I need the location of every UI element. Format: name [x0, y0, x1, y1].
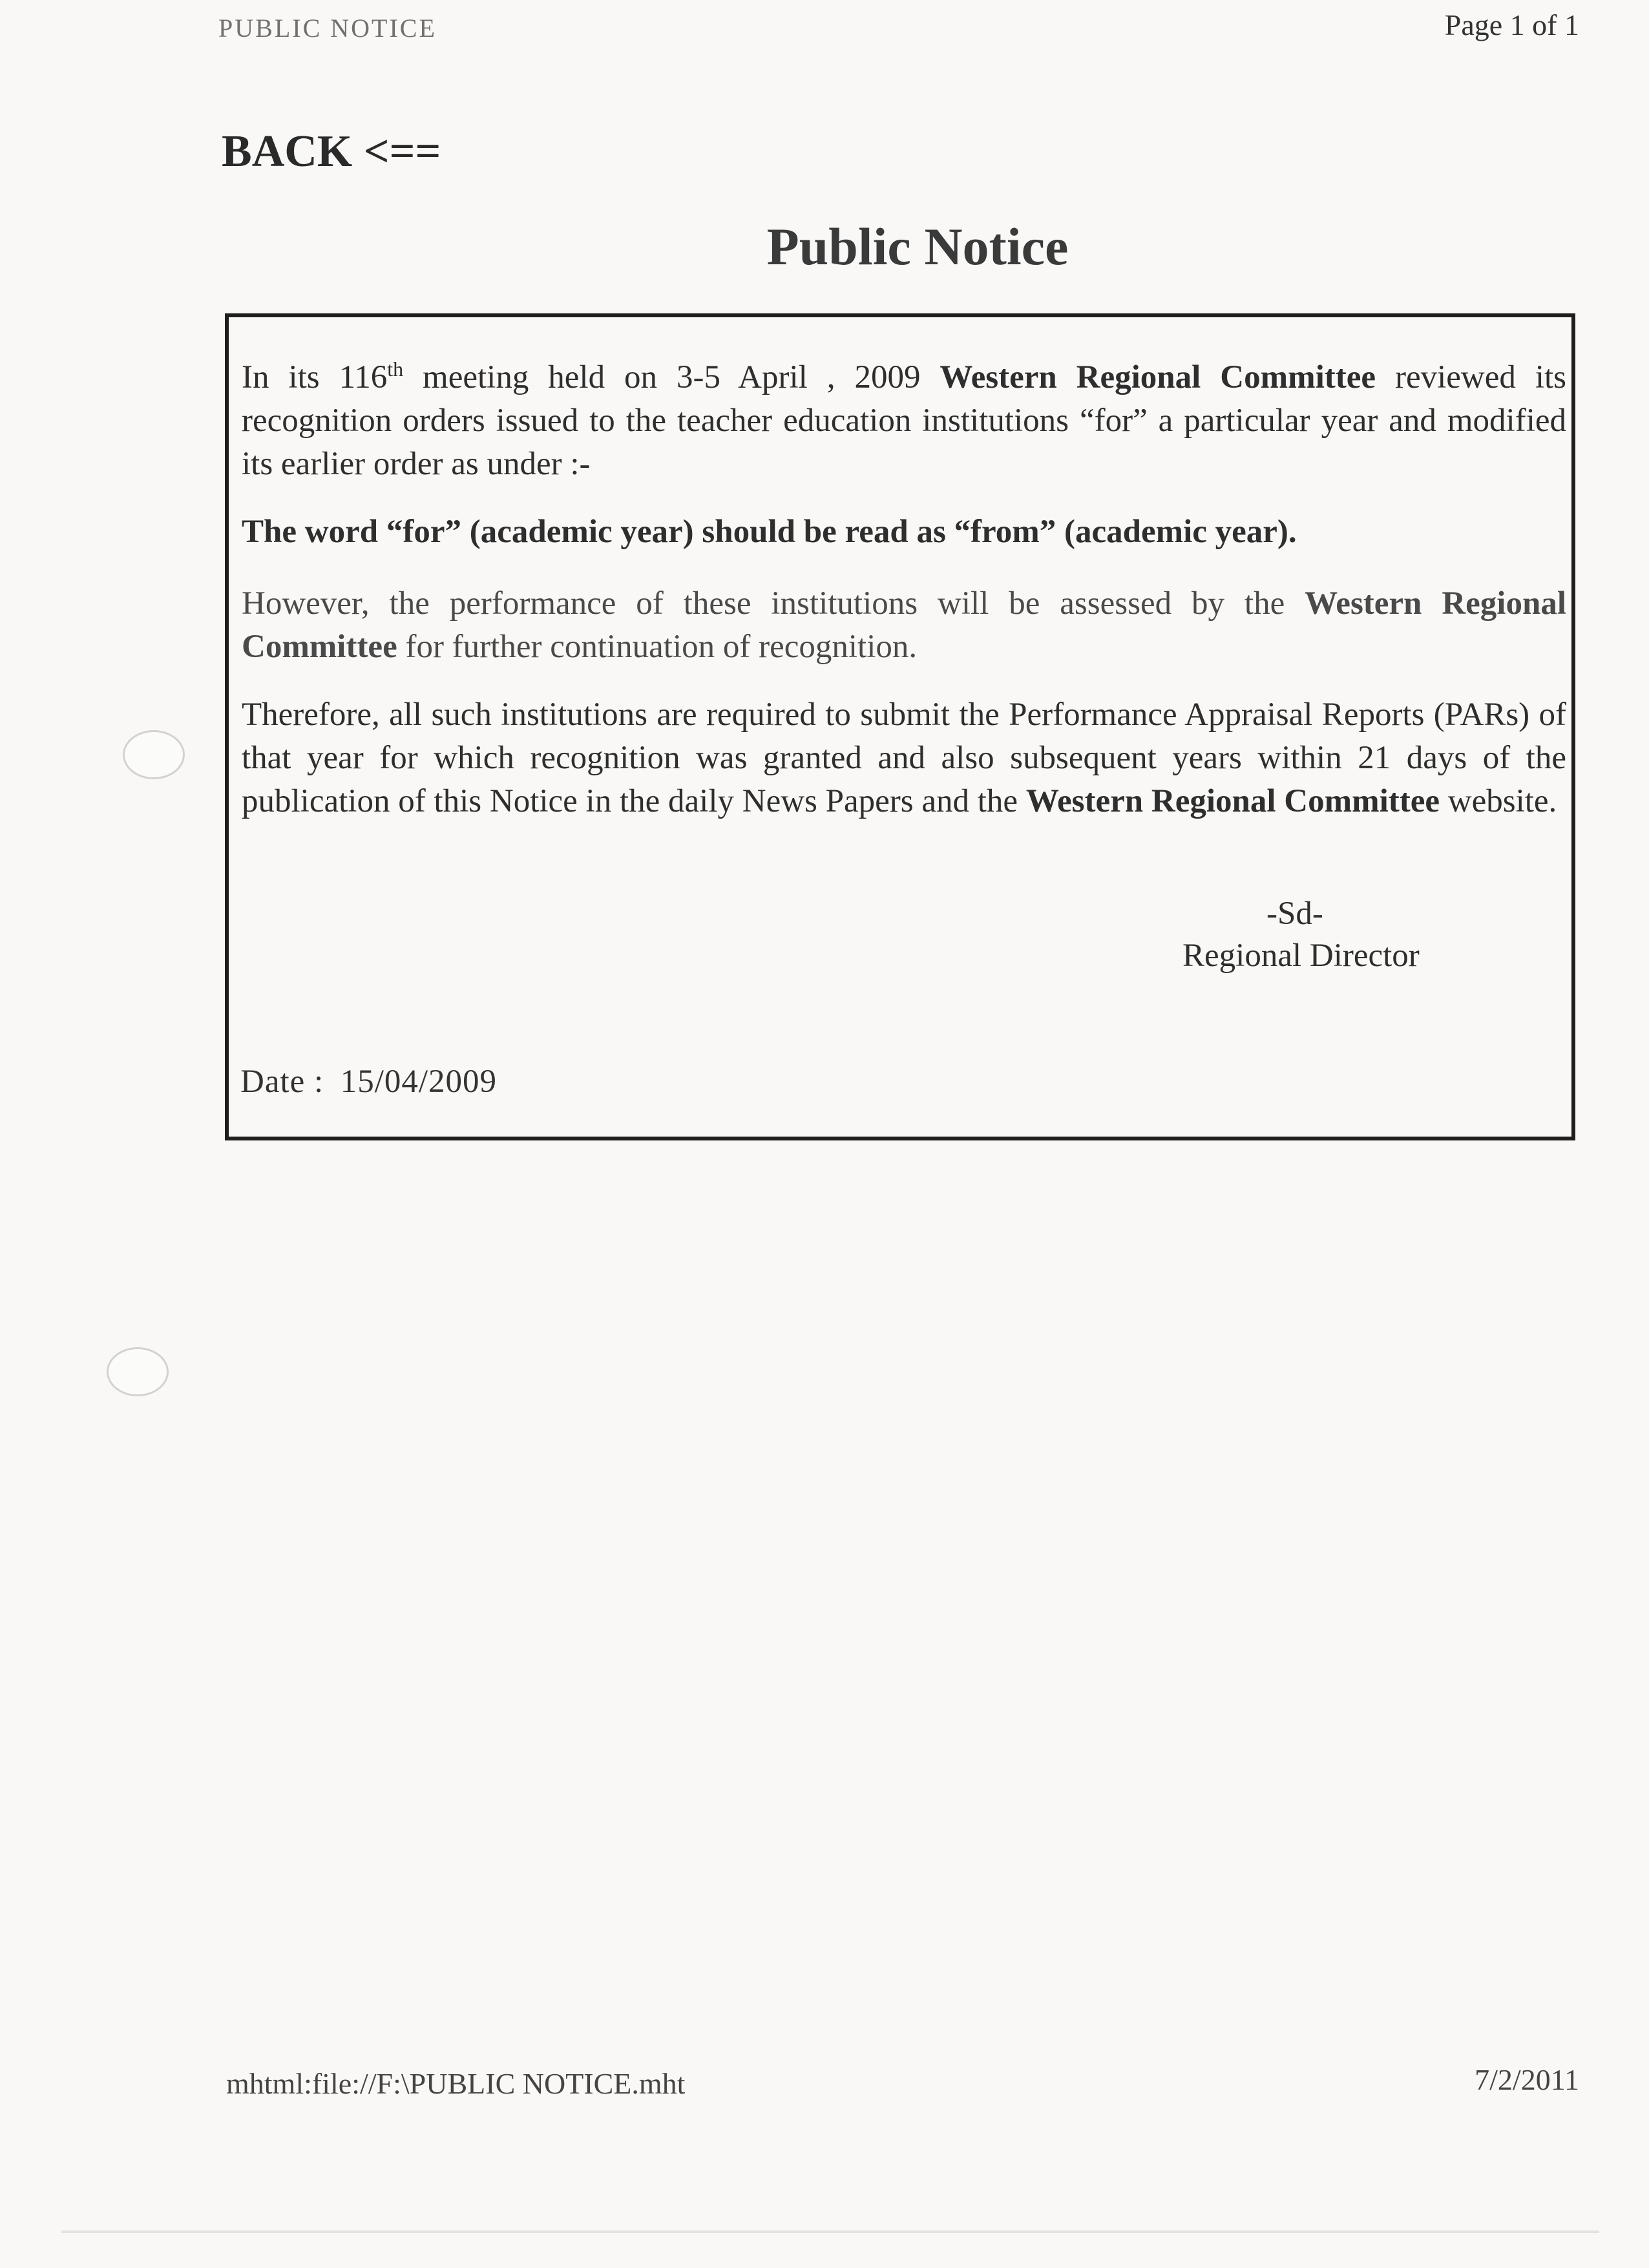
print-page-count: Page 1 of 1 [1444, 8, 1579, 41]
committee-name: Western Regional Committee [1025, 783, 1440, 819]
notice-paragraph-submission [242, 693, 1566, 823]
committee-name: Western Regional Committee [940, 359, 1376, 395]
page-title: Public Notice [766, 217, 1069, 276]
signature-mark: -Sd- [1266, 896, 1323, 932]
text-span: Therefore, all such institutions are required to submit the Performance Appraisal Reports (PARs) of that year for which recognition was granted and also subsequent years within 21 days of the publication of this Notice in the daily News Papers and the [242, 697, 1566, 819]
notice-paragraph-amendment: The word “for” (academic year) should be read as “from” (academic year). [242, 514, 1297, 550]
print-header-title: PUBLIC NOTICE [218, 14, 437, 43]
ordinal-suffix: th [387, 357, 404, 381]
punch-hole-mark [107, 1347, 169, 1396]
back-link[interactable]: BACK <== [222, 127, 441, 176]
date-value: 15/04/2009 [340, 1064, 498, 1100]
text-span: reviewed its recognition orders issued to the teacher education institutions “for” a particular year and modified its earlier order as under :- [242, 359, 1567, 482]
signatory-title: Regional Director [1182, 938, 1420, 974]
notice-paragraph-assessment [242, 582, 1566, 669]
text-span: website. [1440, 783, 1557, 819]
notice-date [240, 1063, 497, 1100]
scan-edge-line [61, 2231, 1599, 2233]
text-span: meeting held on 3-5 April , 2009 [403, 359, 940, 395]
notice-box [225, 313, 1575, 1140]
date-label: Date : [240, 1064, 324, 1100]
text-span: In its 116 [242, 359, 388, 395]
punch-hole-mark [123, 730, 185, 779]
committee-name: Western Regional Committee [242, 585, 1566, 665]
print-footer-path: mhtml:file://F:\PUBLIC NOTICE.mht [226, 2067, 686, 2100]
print-footer-date: 7/2/2011 [1475, 2063, 1579, 2096]
text-span: for further continuation of recognition. [397, 629, 918, 665]
text-span: However, the performance of these institutions will be assessed by the [242, 585, 1305, 622]
notice-body [242, 356, 1566, 848]
notice-paragraph-meeting [242, 356, 1566, 486]
